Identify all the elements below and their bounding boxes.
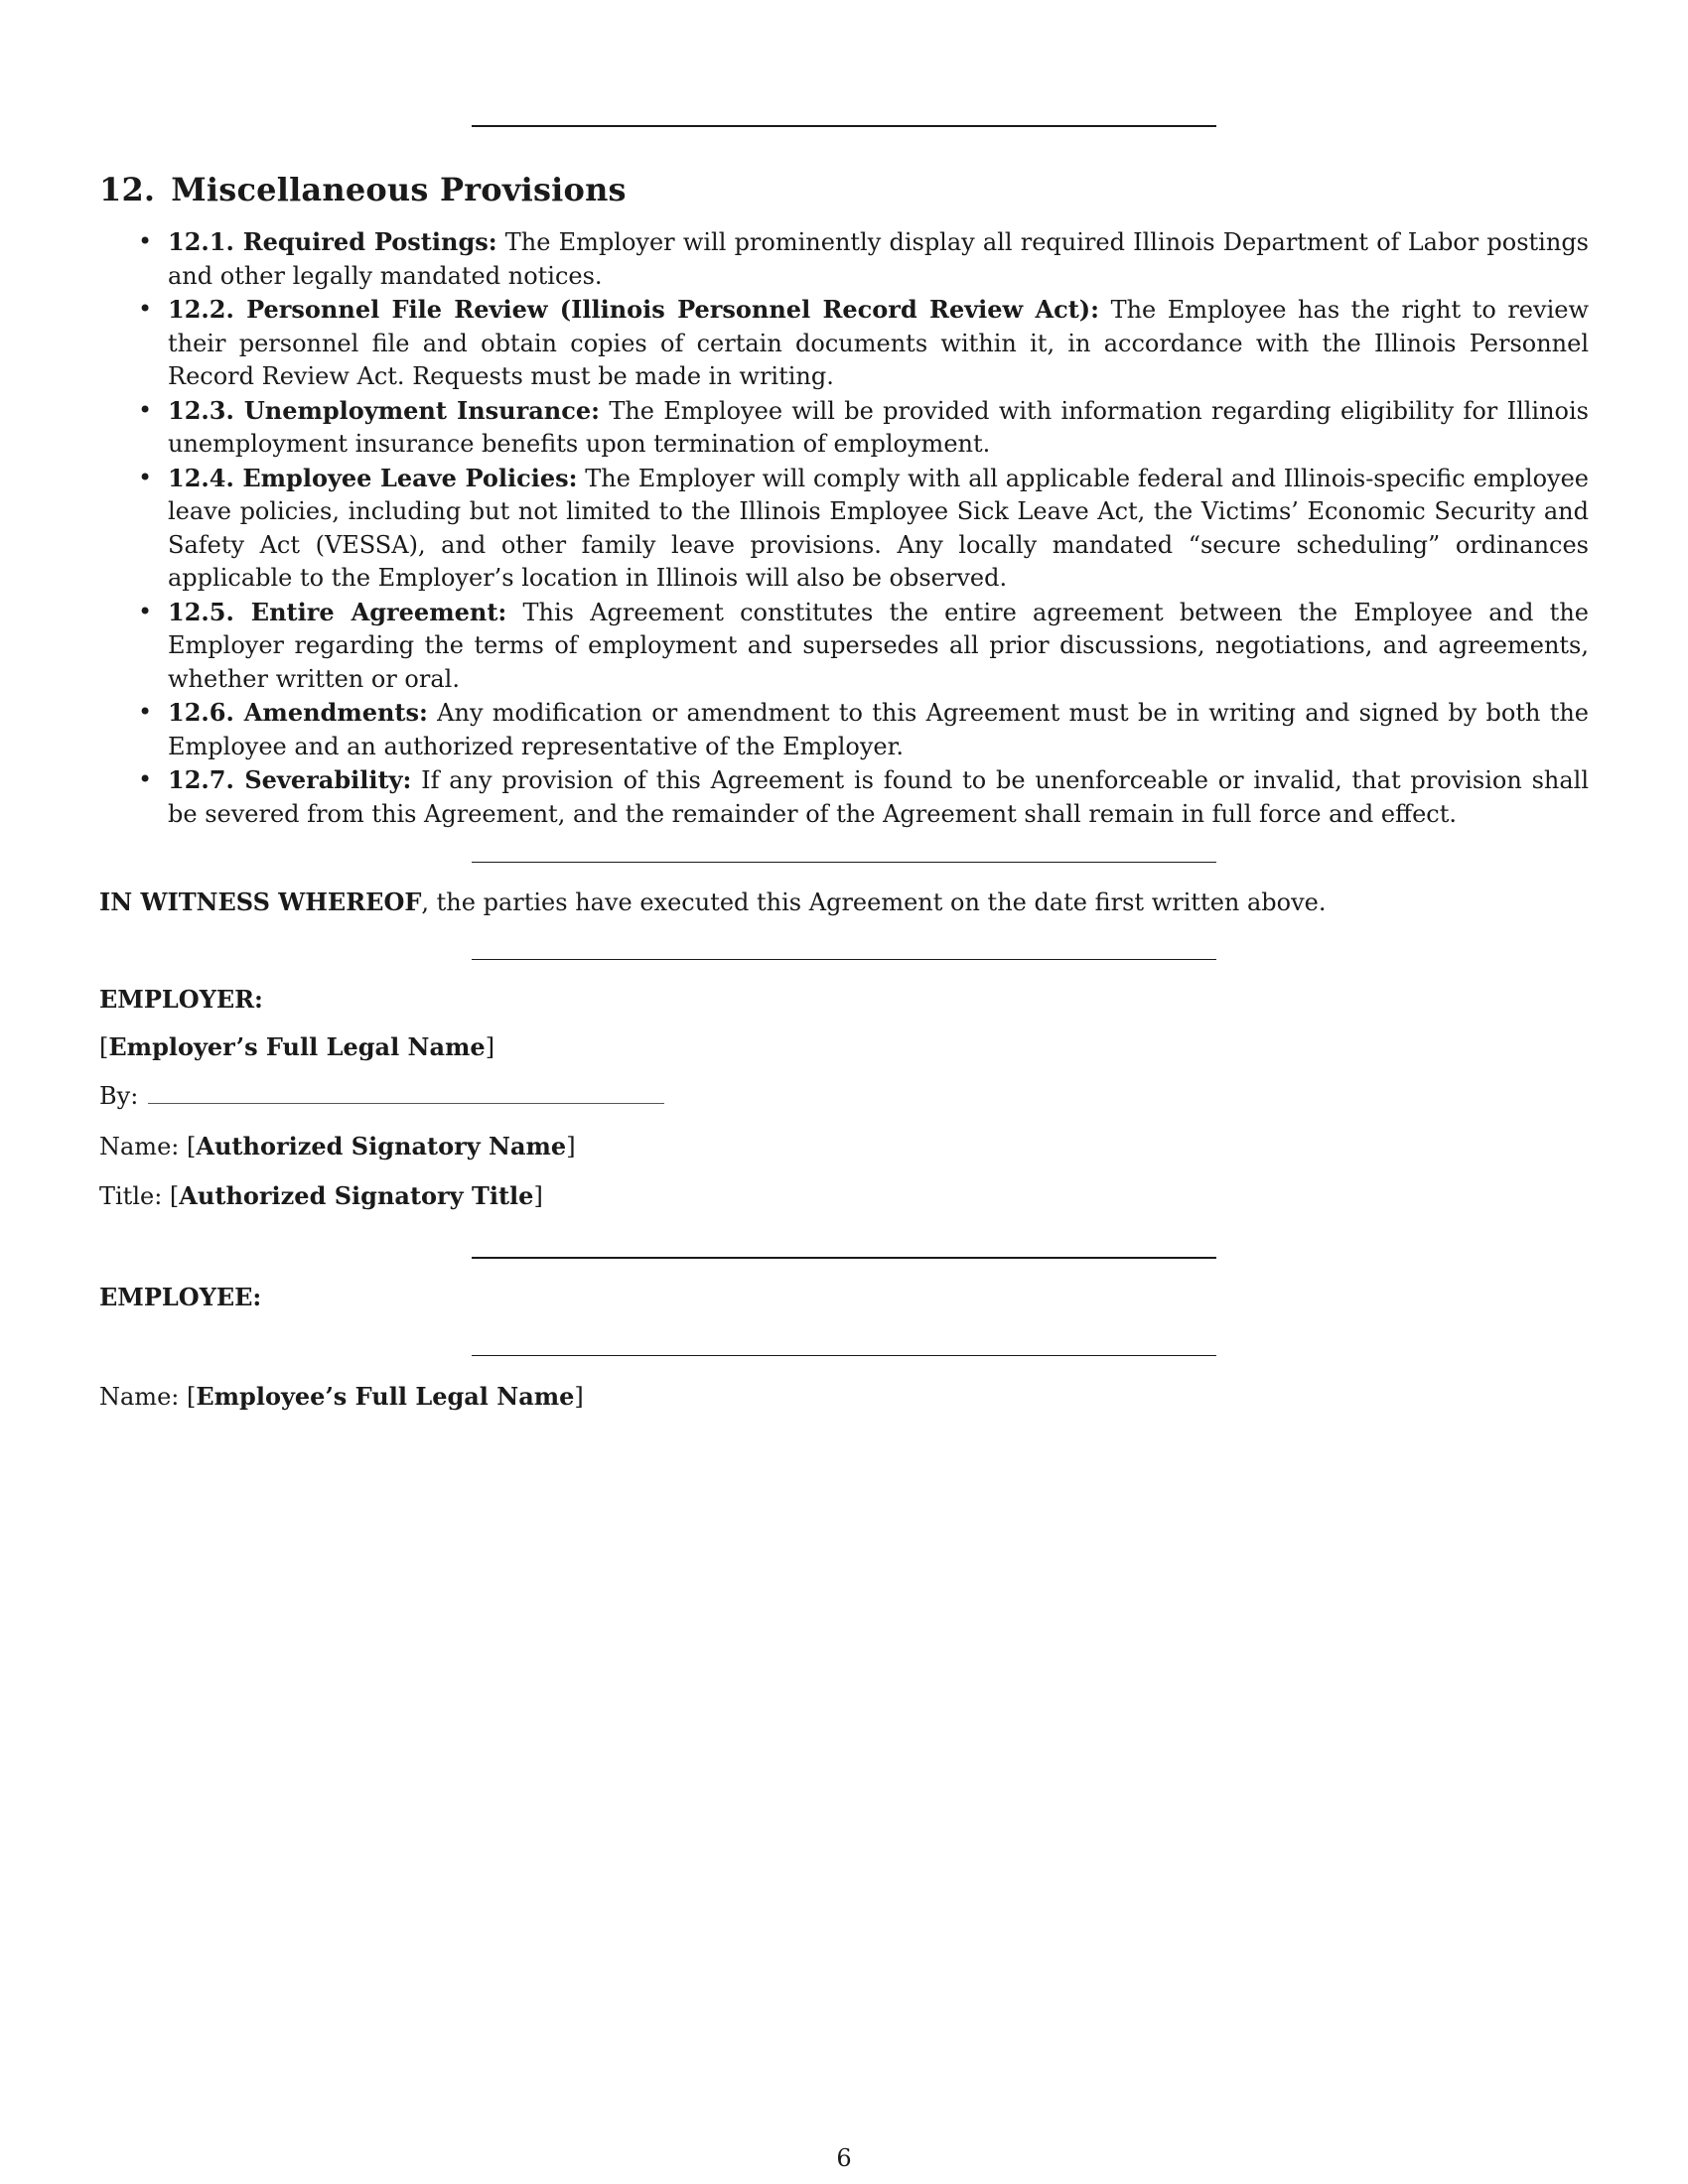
section-title: Miscellaneous Provisions [171,171,627,208]
provision-text: The Employee has the right to review their personnel file and obtain copies of certain documents within it, in accordance with the Illinois Personnel Record Review Act. Requests must be made in writing. [168,296,1589,390]
section-number: 12. [99,171,156,208]
signatory-title-line: Title: [Authorized Signatory Title] [99,1181,543,1210]
provision-text: The Employee will be provided with information regarding eligibility for Illinois unemployment insurance benefits upon termination of employment. [168,396,1589,458]
list-item [168,696,1589,763]
list-item [168,596,1589,697]
provision-label: 12.5. Entire Agreement: [168,597,507,626]
provision-label: 12.7. Severability: [168,765,412,794]
provision-text: Any modification or amendment to this Agreement must be in writing and signed by both the Employee and an authorized representative of the Employer. [168,699,1590,760]
list-item [168,462,1589,596]
witness-lead: IN WITNESS WHEREOF [99,887,422,916]
signatory-name: Authorized Signatory Name [196,1132,567,1160]
section-heading [99,171,627,208]
divider [472,1355,1216,1356]
divider [472,862,1216,863]
page-number: 6 [836,2144,852,2172]
signatory-name-line: Name: [Authorized Signatory Name] [99,1132,576,1160]
provision-label: 12.4. Employee Leave Policies: [168,463,578,492]
document-page [99,0,1589,2184]
list-item [168,293,1589,394]
signature-line[interactable] [148,1085,664,1104]
employee-name-line: Name: [Employee’s Full Legal Name] [99,1382,584,1411]
name-label: Name: [99,1383,180,1411]
list-item [168,225,1589,293]
title-label: Title: [99,1182,163,1210]
top-divider [472,125,1216,127]
signatory-title: Authorized Signatory Title [179,1181,534,1210]
name-label: Name: [99,1133,180,1160]
employee-label: EMPLOYEE: [99,1283,262,1311]
provision-label: 12.1. Required Postings: [168,227,497,256]
divider [472,1257,1216,1259]
provision-text: The Employer will comply with all applicable federal and Illinois-specific employee leave policies, including but not limited to the Illinois Employee Sick Leave Act, the Victims’ Economic Security and Safety Act (VESSA), and other family leave provisions. Any locally mandated “secure scheduling” ordinances applicable to the Employer’s location in Illinois will also be observed. [168,464,1589,592]
provision-text: The Employer will prominently display all required Illinois Department of Labor postings and other legally mandated notices. [168,228,1589,290]
employee-name: Employee’s Full Legal Name [196,1382,575,1411]
employer-name-line: [Employer’s Full Legal Name] [99,1032,495,1061]
provision-label: 12.2. Personnel File Review (Illinois Personnel Record Review Act): [168,295,1100,324]
divider [472,959,1216,960]
witness-clause [99,886,1327,919]
provision-text: This Agreement constitutes the entire agreement between the Employee and the Employer regarding the terms of employment and supersedes all prior discussions, negotiations, and agreements, whether written or oral. [168,598,1589,693]
employer-label: EMPLOYER: [99,985,263,1014]
list-item [168,394,1589,462]
list-item [168,763,1589,831]
employer-by-line [99,1080,664,1113]
provision-label: 12.3. Unemployment Insurance: [168,395,600,425]
provision-text: If any provision of this Agreement is found to be unenforceable or invalid, that provision shall be severed from this Agreement, and the remainder of the Agreement shall remain in full force and effect. [168,766,1589,828]
employer-name: Employer’s Full Legal Name [108,1032,486,1061]
witness-text: , the parties have executed this Agreement on the date first written above. [421,888,1327,916]
provision-label: 12.6. Amendments: [168,698,428,727]
by-label: By: [99,1082,139,1110]
provisions-list [99,225,1589,831]
